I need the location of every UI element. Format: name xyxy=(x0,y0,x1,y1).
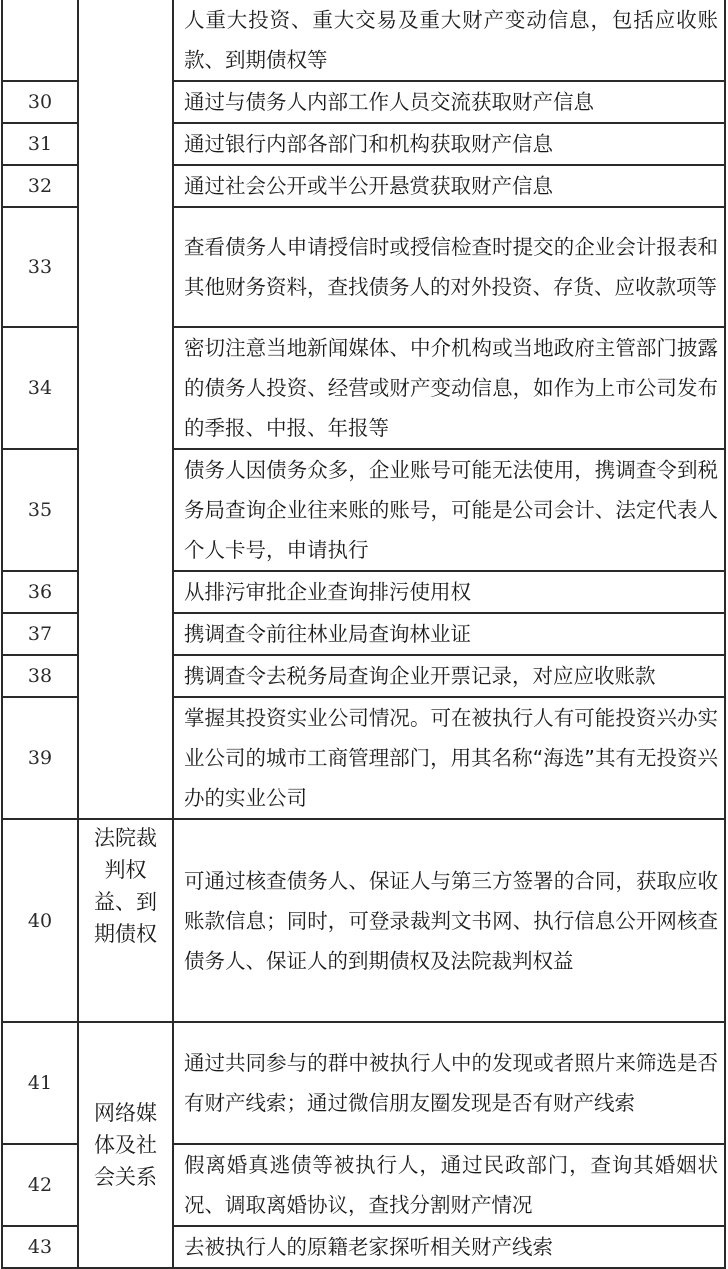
row-description: 通过共同参与的群中被执行人中的发现或者照片来筛选是否有财产线索；通过微信朋友圈发现是否有财产线索 xyxy=(173,1022,725,1144)
asset-investigation-table xyxy=(1,0,726,1269)
row-description: 人重大投资、重大交易及重大财产变动信息，包括应收账款、到期债权等 xyxy=(173,0,725,81)
row-number: 43 xyxy=(2,1226,78,1268)
row-description: 携调查令去税务局查询企业开票记录，对应应收账款 xyxy=(173,655,725,697)
row-number: 39 xyxy=(2,697,78,819)
row-number: 31 xyxy=(2,123,78,165)
row-number xyxy=(2,0,78,81)
row-description: 掌握其投资实业公司情况。可在被执行人有可能投资兴办实业公司的城市工商管理部门，用其名称“海选”其有无投资兴办的实业公司 xyxy=(173,697,725,819)
row-number: 33 xyxy=(2,207,78,327)
row-description: 通过社会公开或半公开悬赏获取财产信息 xyxy=(173,165,725,207)
row-number: 42 xyxy=(2,1144,78,1226)
row-number: 30 xyxy=(2,81,78,123)
table-row xyxy=(2,1022,725,1144)
row-description: 查看债务人申请授信时或授信检查时提交的企业会计报表和其他财务资料，查找债务人的对外投资、存货、应收款项等 xyxy=(173,207,725,327)
table-row xyxy=(2,819,725,1022)
table-row xyxy=(2,0,725,81)
category-cell xyxy=(78,0,173,819)
row-description: 从排污审批企业查询排污使用权 xyxy=(173,571,725,613)
row-number: 34 xyxy=(2,327,78,449)
row-description: 携调查令前往林业局查询林业证 xyxy=(173,613,725,655)
row-description: 通过银行内部各部门和机构获取财产信息 xyxy=(173,123,725,165)
row-description: 可通过核查债务人、保证人与第三方签署的合同，获取应收账款信息；同时，可登录裁判文书网、执行信息公开网核查债务人、保证人的到期债权及法院裁判权益 xyxy=(173,819,725,1022)
row-description: 去被执行人的原籍老家探听相关财产线索 xyxy=(173,1226,725,1268)
row-description: 通过与债务人内部工作人员交流获取财产信息 xyxy=(173,81,725,123)
category-network-social: 网络媒体及社会关系 xyxy=(78,1022,173,1268)
row-description: 假离婚真逃债等被执行人，通过民政部门，查询其婚姻状况、调取离婚协议，查找分割财产情况 xyxy=(173,1144,725,1226)
row-description: 债务人因债务众多，企业账号可能无法使用，携调查令到税务局查询企业往来账的账号，可能是公司会计、法定代表人个人卡号，申请执行 xyxy=(173,449,725,571)
row-number: 32 xyxy=(2,165,78,207)
row-number: 40 xyxy=(2,819,78,1022)
row-number: 37 xyxy=(2,613,78,655)
row-description: 密切注意当地新闻媒体、中介机构或当地政府主管部门披露的债务人投资、经营或财产变动信息，如作为上市公司发布的季报、中报、年报等 xyxy=(173,327,725,449)
row-number: 36 xyxy=(2,571,78,613)
row-number: 41 xyxy=(2,1022,78,1144)
category-court-rights: 法院裁判权益、到期债权 xyxy=(78,819,173,1022)
row-number: 38 xyxy=(2,655,78,697)
row-number: 35 xyxy=(2,449,78,571)
